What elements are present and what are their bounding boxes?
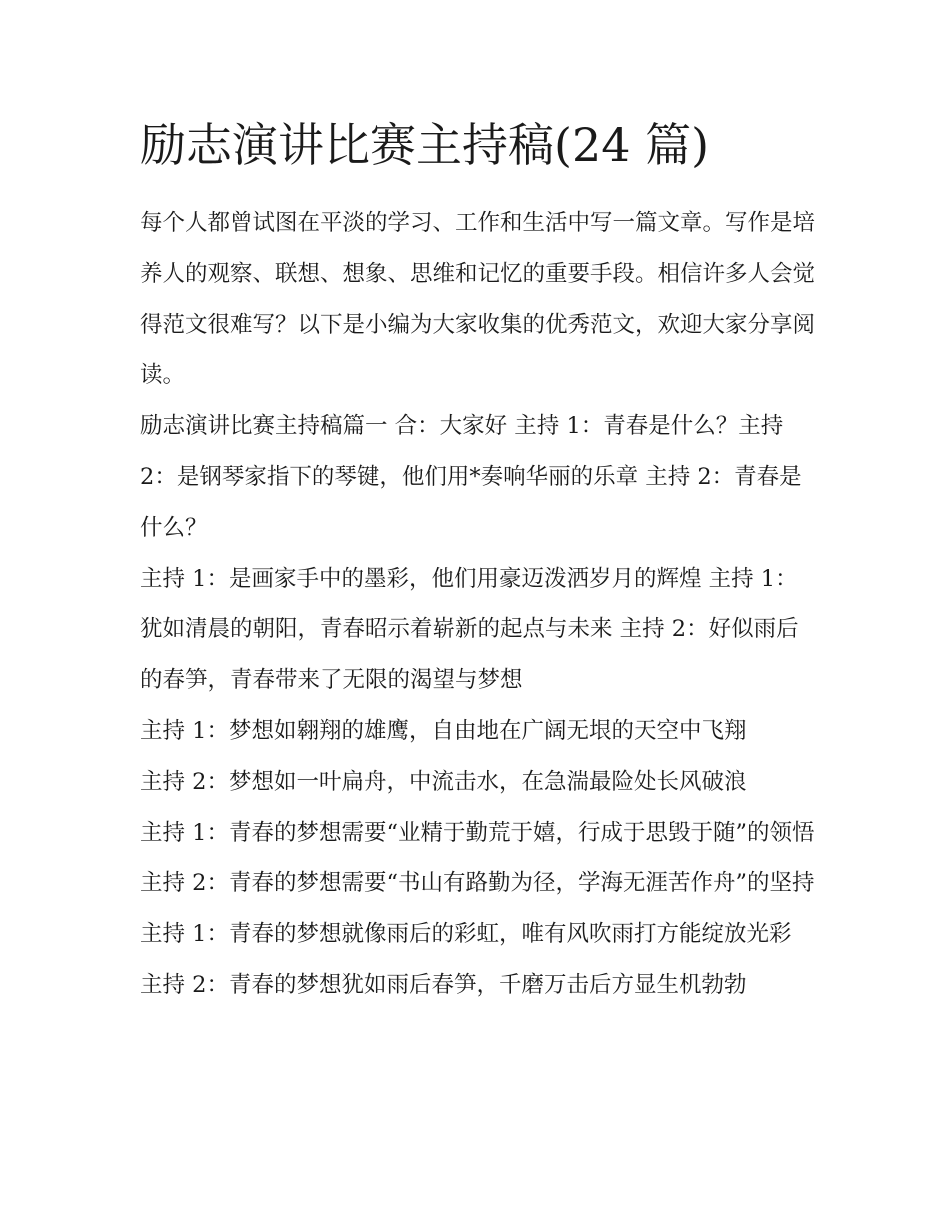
intro-paragraph: 每个人都曾试图在平淡的学习、工作和生活中写一篇文章。写作是培养人的观察、联想、想象、思维和记忆的重要手段。相信许多人会觉得范文很难写？以下是小编为大家收集的优秀范文，欢迎大家分享阅读。 bbox=[140, 210, 816, 389]
body-paragraph: 主持 1：青春的梦想需要“业精于勤荒于嬉，行成于思毁于随”的领悟 主持 2：青春的梦想需要“书山有路勤为径，学海无涯苦作舟”的坚持 bbox=[140, 819, 815, 897]
document-page bbox=[140, 112, 820, 1011]
document-title: 励志演讲比赛主持稿(24 篇) bbox=[140, 118, 710, 172]
body-paragraph: 励志演讲比赛主持稿篇一 合：大家好 主持 1：青春是什么？主持 2：是钢琴家指下的琴键，他们用*奏响华丽的乐章 主持 2：青春是什么？ bbox=[140, 413, 802, 541]
body-paragraph: 主持 1：是画家手中的墨彩，他们用豪迈泼洒岁月的辉煌 主持 1：犹如清晨的朝阳，青春昭示着崭新的起点与未来 主持 2：好似雨后的春笋，青春带来了无限的渴望与梦想 bbox=[140, 565, 799, 694]
body-paragraph: 主持 1：梦想如翱翔的雄鹰，自由地在广阔无垠的天空中飞翔 bbox=[140, 717, 747, 744]
body-paragraph: 主持 2：梦想如一叶扁舟，中流击水，在急湍最险处长风破浪 bbox=[140, 768, 747, 795]
body-paragraph: 主持 1：青春的梦想就像雨后的彩虹，唯有风吹雨打方能绽放光彩 主持 2：青春的梦想犹如雨后春笋，千磨万击后方显生机勃勃 bbox=[140, 921, 792, 998]
